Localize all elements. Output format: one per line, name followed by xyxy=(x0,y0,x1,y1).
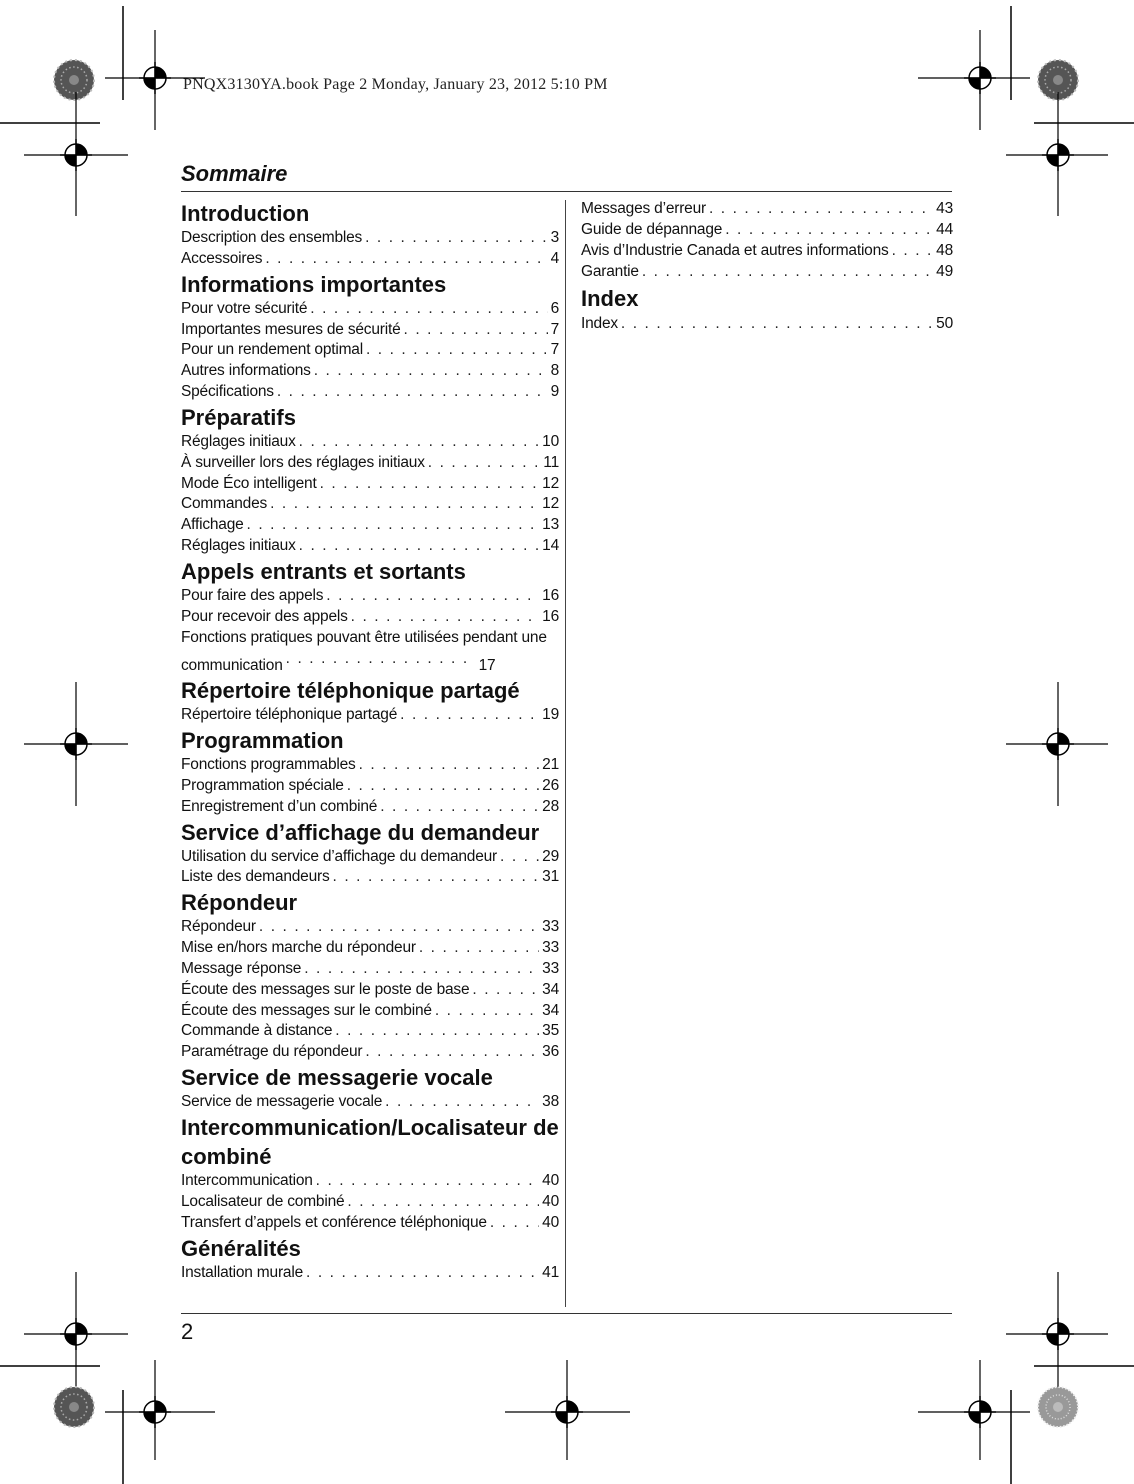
toc-entry[interactable] xyxy=(181,1021,559,1042)
entry-label: Messages d’erreur xyxy=(581,200,706,217)
entry-label: Description des ensembles xyxy=(181,229,363,246)
dot-leader xyxy=(299,536,540,557)
entry-page-number: 10 xyxy=(542,432,559,450)
section-title: Intercommunication/Localisateur de combiné xyxy=(181,1115,559,1169)
dot-leader xyxy=(265,249,547,270)
entry-page-number: 6 xyxy=(550,299,559,317)
entry-label: Localisateur de combiné xyxy=(181,1192,345,1210)
toc-section xyxy=(181,888,559,1063)
entry-page-number: 8 xyxy=(550,362,559,380)
entry-page-number: 40 xyxy=(542,1172,559,1189)
dot-leader xyxy=(304,959,539,980)
entry-label: Commandes xyxy=(181,495,268,513)
toc-entry[interactable] xyxy=(181,320,559,341)
toc-left-column xyxy=(181,199,559,1283)
toc-entry[interactable] xyxy=(181,228,559,249)
toc-section xyxy=(181,726,559,818)
section-title: Service de messagerie vocale xyxy=(181,1065,493,1091)
toc-entry[interactable] xyxy=(181,494,559,515)
dot-leader xyxy=(380,797,539,818)
dot-leader xyxy=(419,938,539,959)
entry-label: Liste des demandeurs xyxy=(181,868,330,886)
toc-entry[interactable] xyxy=(181,938,559,959)
entry-label: Répertoire téléphonique partagé xyxy=(181,706,398,724)
page-number: 2 xyxy=(181,1319,194,1344)
entry-label: Paramétrage du répondeur xyxy=(181,1043,363,1061)
toc-entry[interactable] xyxy=(181,959,559,980)
entry-page-number: 33 xyxy=(542,918,559,936)
dot-leader xyxy=(404,320,548,341)
section-title: Index xyxy=(581,286,639,312)
toc-section xyxy=(581,199,953,282)
toc-entry[interactable] xyxy=(181,453,559,474)
entry-label: Pour un rendement optimal xyxy=(181,341,363,359)
entry-label: Commande à distance xyxy=(181,1022,333,1040)
dot-leader xyxy=(277,382,548,403)
dot-leader xyxy=(490,1213,539,1234)
toc-entry[interactable] xyxy=(181,1263,559,1284)
color-dial-icon xyxy=(1038,1387,1078,1427)
toc-section xyxy=(181,676,559,726)
entry-label: Autres informations xyxy=(181,362,311,380)
entry-label: Utilisation du service d’affichage du demandeur xyxy=(181,847,498,865)
entry-label: Mise en/hors marche du répondeur xyxy=(181,939,416,957)
entry-page-number: 33 xyxy=(542,959,559,977)
toc-entry[interactable] xyxy=(581,241,953,262)
entry-page-number: 38 xyxy=(542,1093,559,1111)
running-header: PNQX3130YA.book Page 2 Monday, January 23, 2012 5:10 PM xyxy=(183,76,608,93)
toc-entry[interactable] xyxy=(581,262,953,283)
entry-label: Pour votre sécurité xyxy=(181,299,308,317)
entry-page-number: 29 xyxy=(542,847,559,865)
color-dial-icon xyxy=(54,60,94,100)
toc-entry[interactable] xyxy=(181,980,559,1001)
toc-entry[interactable] xyxy=(181,1042,559,1063)
dot-leader xyxy=(333,867,540,888)
section-title: Préparatifs xyxy=(181,404,296,430)
column-divider xyxy=(565,200,566,1307)
section-title: Programmation xyxy=(181,728,344,754)
toc-entry[interactable] xyxy=(181,847,559,868)
dot-leader xyxy=(428,453,541,474)
dot-leader xyxy=(270,494,539,515)
dot-leader xyxy=(435,1001,539,1022)
section-title: Généralités xyxy=(181,1235,301,1261)
entry-page-number: 33 xyxy=(542,939,559,957)
section-title: Répertoire téléphonique partagé xyxy=(181,678,520,704)
toc-section xyxy=(181,199,559,270)
toc-entry[interactable] xyxy=(181,586,559,607)
entry-page-number: 34 xyxy=(542,980,559,998)
entry-page-number: 9 xyxy=(550,383,559,401)
toc-section xyxy=(181,1063,559,1113)
dot-leader xyxy=(247,515,540,536)
section-title: Répondeur xyxy=(181,890,298,916)
dot-leader xyxy=(400,705,539,726)
entry-page-number: 36 xyxy=(542,1043,559,1061)
toc-entry[interactable] xyxy=(181,1092,559,1113)
dot-leader xyxy=(365,228,547,249)
dot-leader xyxy=(385,1092,539,1113)
dot-leader xyxy=(326,586,539,607)
toc-entry[interactable] xyxy=(181,776,559,797)
entry-page-number: 11 xyxy=(543,453,559,471)
entry-label: Réglages initiaux xyxy=(181,537,296,555)
dot-leader xyxy=(366,340,548,361)
entry-label: Intercommunication xyxy=(181,1172,313,1189)
entry-label: Message réponse xyxy=(181,959,302,977)
dot-leader xyxy=(299,432,540,453)
entry-label: Réglages initiaux xyxy=(181,432,296,450)
dot-leader xyxy=(725,220,933,241)
dot-leader xyxy=(365,1042,539,1063)
entry-label: Fonctions programmables xyxy=(181,756,356,774)
entry-page-number: 3 xyxy=(550,229,559,246)
entry-page-number: 19 xyxy=(542,706,559,724)
page-title: Sommaire xyxy=(181,161,288,186)
dot-leader xyxy=(259,917,539,938)
toc-entry[interactable] xyxy=(181,299,559,320)
dot-leader xyxy=(642,262,933,283)
entry-label: Mode Éco intelligent xyxy=(181,474,317,492)
toc-entry[interactable] xyxy=(181,474,559,495)
entry-page-number: 48 xyxy=(936,241,953,259)
toc-entry[interactable] xyxy=(181,1001,559,1022)
toc-entry[interactable] xyxy=(181,515,559,536)
entry-label: Garantie xyxy=(581,262,639,280)
dot-leader xyxy=(335,1021,539,1042)
entry-page-number: 40 xyxy=(542,1192,559,1210)
toc-entry[interactable] xyxy=(181,607,559,628)
dot-leader xyxy=(359,755,540,776)
entry-label: Service de messagerie vocale xyxy=(181,1093,383,1111)
dot-leader xyxy=(709,199,933,220)
toc-entry[interactable] xyxy=(181,1171,559,1192)
dot-leader xyxy=(320,474,540,495)
toc-entry[interactable] xyxy=(181,1213,559,1234)
dot-leader xyxy=(306,1263,539,1284)
entry-page-number: 26 xyxy=(542,776,559,794)
entry-page-number: 7 xyxy=(550,341,559,359)
entry-page-number: 41 xyxy=(542,1263,559,1281)
toc-entry[interactable] xyxy=(181,628,559,677)
entry-label: Affichage xyxy=(181,516,244,534)
entry-page-number: 4 xyxy=(550,249,559,267)
entry-page-number: 7 xyxy=(550,320,559,338)
entry-page-number: 12 xyxy=(542,474,559,492)
toc-entry[interactable] xyxy=(181,755,559,776)
toc-entry[interactable] xyxy=(181,382,559,403)
entry-page-number: 16 xyxy=(542,586,559,604)
entry-label: Transfert d’appels et conférence téléphonique xyxy=(181,1213,487,1231)
dot-leader xyxy=(621,314,933,335)
toc-entry[interactable] xyxy=(181,432,559,453)
toc-entry[interactable] xyxy=(181,340,559,361)
entry-page-number: 17 xyxy=(478,656,496,674)
entry-label: Guide de dépannage xyxy=(581,220,723,238)
toc-entry[interactable] xyxy=(181,536,559,557)
title-rule xyxy=(181,191,952,192)
toc-entry[interactable] xyxy=(181,705,559,726)
toc-section xyxy=(181,1234,559,1284)
toc-entry[interactable] xyxy=(181,1192,559,1213)
section-title: Informations importantes xyxy=(181,271,447,297)
entry-label: Installation murale xyxy=(181,1263,303,1281)
entry-label: Programmation spéciale xyxy=(181,776,344,794)
entry-page-number: 35 xyxy=(542,1022,559,1040)
toc-entry[interactable] xyxy=(581,199,953,220)
entry-label: Écoute des messages sur le poste de base xyxy=(181,980,470,998)
entry-label: Fonctions pratiques pouvant être utilisées pendant une communication xyxy=(181,628,547,674)
entry-page-number: 49 xyxy=(936,262,953,280)
entry-label: Index xyxy=(581,315,618,333)
dot-leader xyxy=(310,299,547,320)
entry-page-number: 50 xyxy=(936,315,953,333)
toc-section xyxy=(181,270,559,403)
entry-label: Avis d’Industrie Canada et autres informations xyxy=(581,241,889,259)
entry-label: À surveiller lors des réglages initiaux xyxy=(181,453,425,471)
section-title: Appels entrants et sortants xyxy=(181,558,466,584)
dot-leader xyxy=(472,980,539,1001)
entry-label: Importantes mesures de sécurité xyxy=(181,320,401,338)
entry-label: Pour faire des appels xyxy=(181,586,324,604)
section-title: Service d’affichage du demandeur xyxy=(181,819,540,845)
entry-page-number: 12 xyxy=(542,495,559,513)
dot-leader xyxy=(316,1171,540,1192)
entry-page-number: 14 xyxy=(542,537,559,555)
entry-page-number: 21 xyxy=(542,756,559,774)
dot-leader xyxy=(351,607,540,628)
toc-section xyxy=(181,1113,559,1234)
entry-label: Accessoires xyxy=(181,249,263,267)
toc-entry[interactable] xyxy=(581,220,953,241)
toc-section xyxy=(181,557,559,676)
entry-label: Spécifications xyxy=(181,383,274,401)
entry-page-number: 43 xyxy=(936,200,953,217)
entry-label: Répondeur xyxy=(181,918,256,936)
entry-page-number: 34 xyxy=(542,1001,559,1019)
toc-section xyxy=(581,284,953,335)
toc-entry[interactable] xyxy=(181,867,559,888)
entry-page-number: 28 xyxy=(542,797,559,815)
toc-entry[interactable] xyxy=(181,917,559,938)
entry-page-number: 44 xyxy=(936,220,953,238)
section-title: Introduction xyxy=(181,201,310,226)
dot-leader xyxy=(892,241,934,262)
entry-page-number: 16 xyxy=(542,607,559,625)
toc-right-column xyxy=(581,199,953,335)
toc-section xyxy=(181,403,559,557)
dot-leader xyxy=(286,649,476,670)
toc-entry[interactable] xyxy=(181,249,559,270)
entry-label: Écoute des messages sur le combiné xyxy=(181,1001,432,1019)
toc-entry[interactable] xyxy=(181,361,559,382)
color-dial-icon xyxy=(54,1387,94,1427)
entry-label: Enregistrement d’un combiné xyxy=(181,797,378,815)
dot-leader xyxy=(347,1192,539,1213)
toc-entry[interactable] xyxy=(181,797,559,818)
entry-page-number: 31 xyxy=(542,868,559,886)
entry-page-number: 40 xyxy=(542,1213,559,1231)
dot-leader xyxy=(500,847,539,868)
toc-entry[interactable] xyxy=(581,314,953,335)
dot-leader xyxy=(314,361,548,382)
entry-page-number: 13 xyxy=(542,516,559,534)
dot-leader xyxy=(347,776,539,797)
toc-section xyxy=(181,818,559,889)
entry-label: Pour recevoir des appels xyxy=(181,607,348,625)
footer-rule xyxy=(181,1313,952,1314)
